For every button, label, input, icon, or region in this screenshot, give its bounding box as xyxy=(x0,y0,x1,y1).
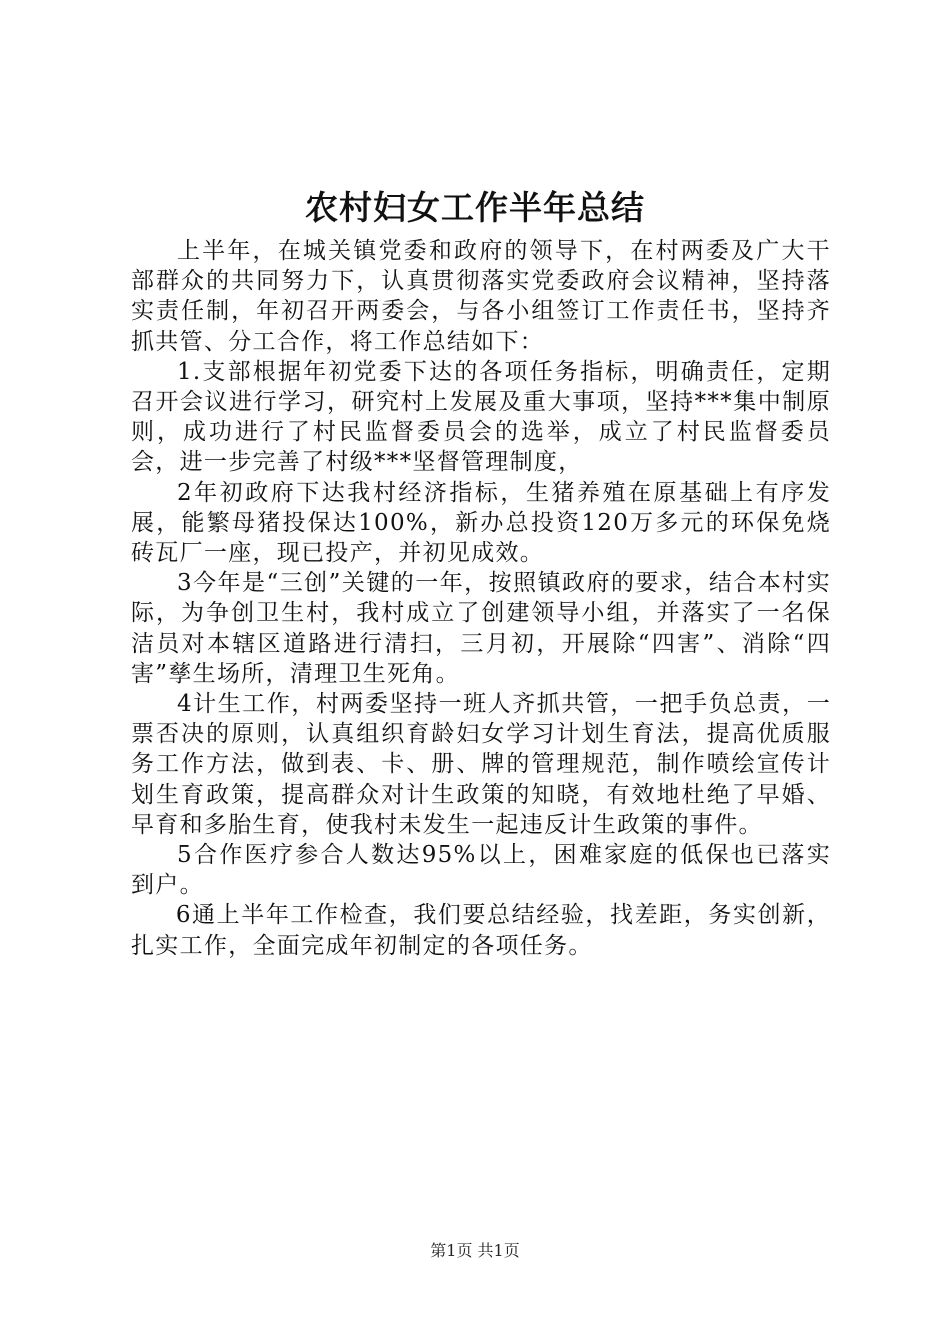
paragraph-item-5: 5合作医疗参合人数达95%以上，困难家庭的低保也已落实到户。 xyxy=(131,842,831,899)
paragraph-item-1: 1.支部根据年初党委下达的各项任务指标，明确责任，定期召开会议进行学习，研究村上发展及重大事项，坚持***集中制原则，成功进行了村民监督委员会的选举，成立了村民监督委员会，进一步完善了村级***坚督管理制度， xyxy=(131,358,831,476)
paragraph-intro: 上半年，在城关镇党委和政府的领导下，在村两委及广大干部群众的共同努力下，认真贯彻落实党委政府会议精神，坚持落实责任制，年初召开两委会，与各小组签订工作责任书，坚持齐抓共管、分工合作，将工作总结如下： xyxy=(131,238,831,355)
paragraph-item-2: 2年初政府下达我村经济指标，生猪养殖在原基础上有序发展，能繁母猪投保达100%，新办总投资120万多元的环保免烧砖瓦厂一座，现已投产，并初见成效。 xyxy=(131,479,831,567)
document-title: 农村妇女工作半年总结 xyxy=(305,188,645,227)
page-number-footer: 第1页 共1页 xyxy=(430,1241,520,1260)
paragraph-item-6: 6通上半年工作检查，我们要总结经验，找差距，务实创新，扎实工作，全面完成年初制定的各项任务。 xyxy=(131,902,831,959)
paragraph-item-3: 3今年是“三创”关键的一年，按照镇政府的要求，结合本村实际，为争创卫生村，我村成立了创建领导小组，并落实了一名保洁员对本辖区道路进行清扫，三月初，开展除“四害”、消除“四害”孳生场所，清理卫生死角。 xyxy=(131,570,831,687)
paragraph-item-4: 4计生工作，村两委坚持一班人齐抓共管，一把手负总责，一票否决的原则，认真组织育龄妇女学习计划生育法，提高优质服务工作方法，做到表、卡、册、牌的管理规范，制作喷绘宣传计划生育政策，提高群众对计生政策的知晓，有效地杜绝了早婚、早育和多胎生育，使我村未发生一起违反计生政策的事件。 xyxy=(131,691,831,838)
document-body xyxy=(131,236,831,961)
